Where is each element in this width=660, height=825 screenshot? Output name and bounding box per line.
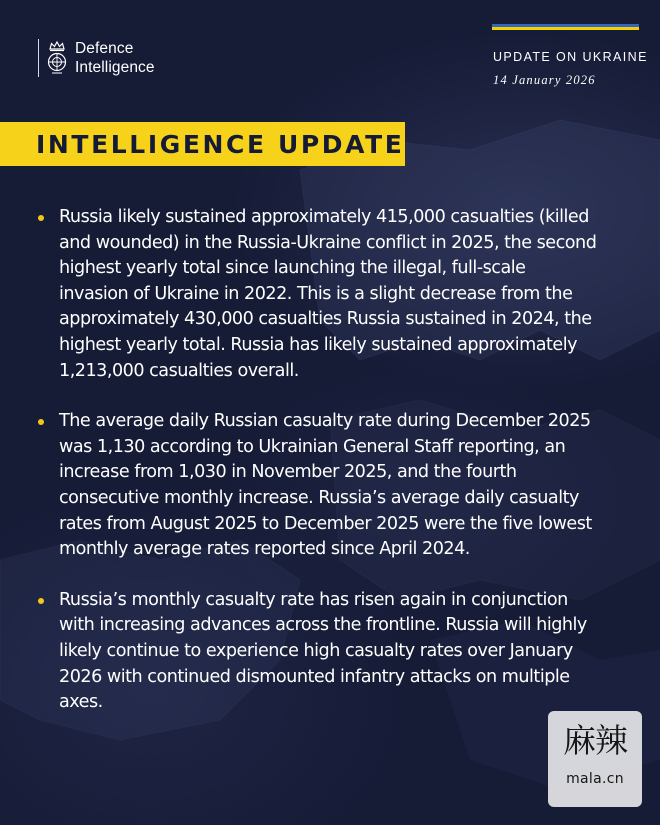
logo-line-intelligence: Intelligence (75, 59, 155, 76)
bullet-dot-icon (38, 215, 44, 221)
watermark (548, 711, 642, 807)
bullet-dot-icon (38, 419, 44, 425)
page-title: INTELLIGENCE UPDATE (36, 129, 405, 159)
bullet-text: Russia likely sustained approximately 415,000 casualties (killed and wounded) in the Russia-Ukraine conflict in 2025, the second highest yearly total since launching the illegal, full-scale invasion of Ukraine in 2022. This is a slight decrease from the approximately 430,000 casualties Russia sustained in 2024, the highest yearly total. Russia has likely sustained approximately 1,213,000 casualties overall. (59, 207, 597, 381)
bullet-item (38, 205, 598, 384)
royal-crest-icon (45, 40, 69, 76)
logo-line-defence: Defence (75, 40, 134, 57)
bullet-item (38, 409, 598, 563)
bullet-text: Russia’s monthly casualty rate has risen again in conjunction with increasing advances across the frontline. Russia will highly likely continue to experience high casualty rates over January 2026 with continued dismounted infantry attacks on multiple axes. (59, 589, 587, 713)
logo-text (75, 39, 155, 77)
bullet-item (38, 588, 598, 716)
logo-divider (38, 39, 39, 77)
watermark-glyphs: 麻辣 (563, 721, 627, 760)
watermark-site: mala.cn (566, 771, 624, 787)
flag-yellow-bar (492, 27, 639, 30)
bullet-dot-icon (38, 598, 44, 604)
defence-intelligence-logo (38, 38, 155, 78)
bullet-list (38, 205, 598, 741)
bullet-text: The average daily Russian casualty rate during December 2025 was 1,130 according to Ukrainian General Staff reporting, an increase from 1,030 in November 2025, and the fourth consecutive monthly increase. Russia’s average daily casualty rates from August 2025 to December 2025 were the five lowest monthly average rates reported since April 2024. (59, 411, 592, 560)
update-date: 14 January 2026 (493, 73, 596, 87)
title-banner (0, 122, 405, 166)
update-label: UPDATE ON UKRAINE (493, 50, 648, 64)
ukraine-flag-bars (492, 24, 639, 30)
